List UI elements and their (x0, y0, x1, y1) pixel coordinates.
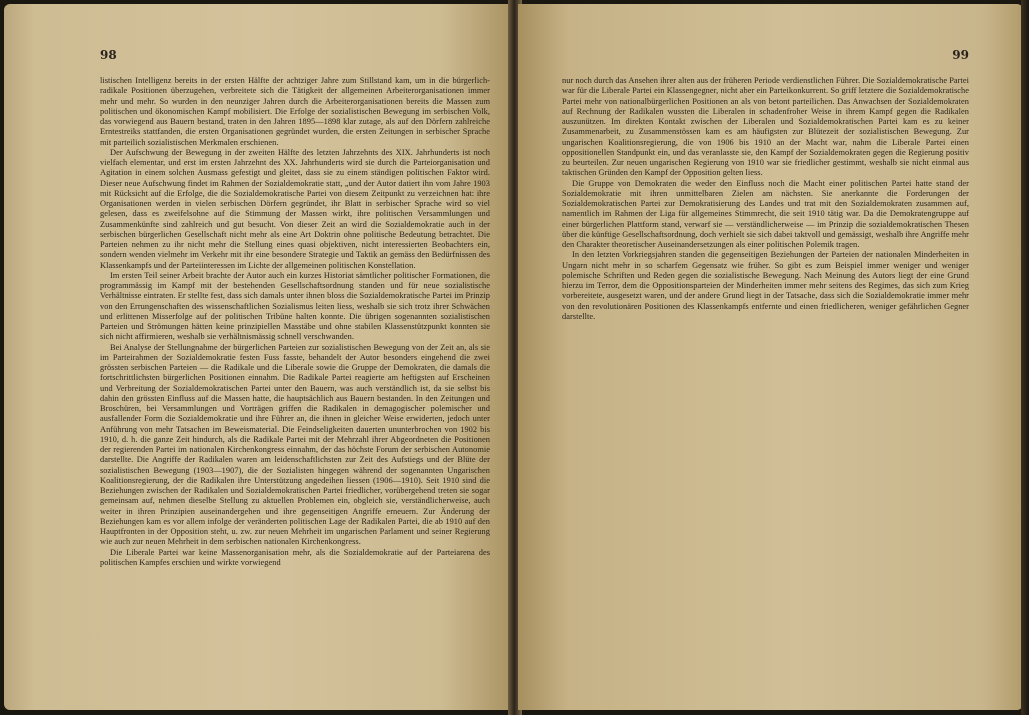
paragraph: Im ersten Teil seiner Arbeit brachte der Autor auch ein kurzes Historiat sämtlicher politischer Formationen, die programmässig im Kampf mit der bestehenden Gesellschaftsordnung standen und für neue sozialistische Verhältnisse eintraten. Er stellte fest, dass sich damals unter ihnen bloss die Sozialdemokratische Partei im Prinzip von den Errungenschaften des wissenschaftlichen Sozialismus leiten liess, weshalb sie sich trotz ihrer Schwächen und erlittenen Misserfolge auf der politischen Tribüne halten konnte. Die übrigen sogenannten sozialistischen Parteien und Strömungen hätten keine prinzipiellen Masstäbe und ohne stabilen Klassenstützpunkt konnten sie sich nicht affirmieren, weshalb sie verhältnismässig schnell verschwanden. (100, 270, 490, 342)
paragraph: nur noch durch das Ansehen ihrer alten aus der früheren Periode verdienstlichen Führer. Die Sozialdemokratische Partei war für die Liberale Partei ein Klassengegner, nicht aber ein Parteikonkurrent. So griff letztere die Sozialdemokratische Partei mehr von nationalbürgerlichen Positionen an als von betont parteilichen. Das Anwachsen der Sozialdemokraten auf Rechnung der Radikalen wussten die Liberalen in schadenfroher Weise in ihrem Kampf gegen die Radikalen auszunützen. Im direkten Kontakt zwischen der Liberalen und Sozialdemokratischen Partei kam es zu keiner Zusammenarbeit, zu Zusammenstössen kam es am häufigsten zur Blütezeit der sozialistischen Bewegung. Zur ungarischen Koalitionsregierung, die von 1906 bis 1910 an der Macht war, nahm die Liberale Partei einen oppositionellen Standpunkt ein, und das veranlasste sie, den Kampf der Sozialdemokraten gegen die Regierung positiv zu beurteilen. Zur neuen ungarischen Regierung von 1910 war sie friedlicher gestimmt, weshalb sie nicht einmal aus taktischen Gründen den Kampf der Opposition gelten liess. (562, 76, 969, 178)
paragraph: Die Liberale Partei war keine Massenorganisation mehr, als die Sozialdemokratie auf der Parteiarena des politischen Kampfes erschien und wirkte vorwiegend (100, 547, 490, 567)
right-page-text (562, 76, 969, 322)
book-edge (1021, 0, 1029, 715)
paragraph: Der Aufschwung der Bewegung in der zweiten Hälfte des letzten Jahrzehnts des XIX. Jahrhunderts ist noch vielfach elementar, und erst im ersten Jahrzehnt des XX. Jahrhunderts wird sie durch die Parteiorganisation und Agitation in einem solchen Ausmass gefestigt und gleitet, dass sie zu einem ständigen politischen Faktor wird. Dieser neue Aufschwung findet im Rahmen der Sozialdemokratie statt, „und der Autor datiert ihn vom Jahre 1903 mit Rücksicht auf die Erfolge, die die Sozialdemokratische Partei von diesem Zeitpunkt zu verzeichnen hat: ihre Organisationen werden in vielen serbischen Dörfern gegründet, ihr Blatt in serbischer Sprache wird so viel gelesen, dass es zweifelsohne auf die Stimmung der Massen wirkt, ihre politischen Versammlungen und Zusammenkünfte sind zahlreich und gut besucht. Von dieser Zeit an wird die Sozialdemokratie auch in der serbischen bürgerlichen Gesellschaft nicht mehr als eine Art Doktrin ohne politische Bedeutung betrachtet. Die Parteien nehmen zu ihr nicht mehr die Stellung eines quasi objektiven, nicht interessierten Beobachters ein, sondern wenden vielmehr im Verkehr mit ihr eine besondere Strategie und Taktik an gemäss den Bedürfnissen des Klassenkampfs und der Parteiinteressen im Lichte der allgemeinen politischen Konstellation. (100, 147, 490, 270)
paragraph: In den letzten Vorkriegsjahren standen die gegenseitigen Beziehungen der Parteien der nationalen Minderheiten in Ungarn nicht mehr in so scharfem Gegensatz wie früher. So gibt es zum Beispiel immer weniger und weniger polemische Schriften und Reden gegen die sozialistische Bewegung. Nach Meinung des Autors liegt der eine Grund hierzu im Terror, dem die Oppositionsparteien der Minderheiten immer mehr seitens des Regimes, das sich zum Krieg vorbereitete, ausgesetzt waren, und der andere Grund liegt in der Tatsache, dass sich die Sozialdemokratie immer mehr von den revolutionären Positionen des Klassenkampfs entfernte und einen friedlicheren, weniger gefährlichen Gegner darstellte. (562, 250, 969, 321)
paragraph: listischen Intelligenz bereits in der ersten Hälfte der achtziger Jahre zum Stillstand kam, um in die bürgerlich-radikale Positionen überzugehen, verbreitete sich die Tätigkeit der allgemeinen Arbeiterorganisationen immer mehr und mehr. So wurden in den neunziger Jahren durch die Arbeiterorganisationen bereits die Massen zum politischen und ökonomischen Kampf mobilisiert. Die Erfolge der sozialistischen Bewegung im serbischen Volk, das vorwiegend aus Bauern bestand, traten in den Jahren 1895—1898 klar zutage, als auf den Dörfern zahlreiche Erntestreiks stattfanden, die ersten Organisationen gegründet wurden, die ersten Zeitungen in serbischer Sprache mit parteilich sozialistischen Merkmalen erschienen. (100, 76, 490, 147)
left-page (4, 4, 512, 710)
page-number-left: 98 (100, 48, 117, 62)
paragraph: Bei Analyse der Stellungnahme der bürgerlichen Parteien zur sozialistischen Bewegung von der Zeit an, als sie im Parteirahmen der Sozialdemokratie festen Fuss fasste, behandelt der Autor besonders eingehend die zwei grössten serbischen Parteien — die Radikale und die Liberale sowie die Gruppe der Demokraten, die damals die fortschrittlichsten bürgerlichen Positionen einnahm. Die Radikale Partei reagierte am heftigsten auf Erscheinen und Verbreitung der Sozialdemokratischen Partei unter den Bauern, was auch verständlich ist, da sie selbst bis dahin den grössten Einfluss auf die Massen hatte, die hauptsächlich aus Bauern bestanden. In den Zeitungen und Broschüren, bei Versammlungen und Vorträgen griffen die Radikalen in demagogischer polemischer und ausfallender Form die Sozialdemokratie und ihre Führer an, die ihnen in gleicher Weise erwiderten, jedoch unter Anführung von mehr Tatsachen im Beweismaterial. Die Feindseligkeiten dauerten ununterbrochen von 1902 bis 1910, d. h. die ganze Zeit hindurch, als die Radikale Partei mit der Mehrzahl ihrer Abgeordneten die Positionen der regierenden Partei im nationalen Kirchenkongress einnahm, der das höchste Forum der serbischen Autonomie darstellte. Die Angriffe der Radikalen waren am leidenschaftlichsten zur Zeit des Aufstiegs und der Blüte der sozialistischen Bewegung (1903—1907), die der Sozialisten hingegen während der sogenannten Ungarischen Koalitionsregierung, der die Radikalen ihre Unterstützung angedeihen liessen (1906—1910). Seit 1910 sind die Beziehungen zwischen der Radikalen und Sozialdemokratischen Partei friedlicher, vorübergehend treten sie sogar gemeinsam auf, nehmen dieselbe Stellung zu aktuellen Problemen ein, obgleich sie, verständlicherweise, auch weiter in ihren Prinzipien auseinandergehen und ihre gegenseitigen Angriffe erneuern. Zur Änderung der Beziehungen kam es vor allem infolge der veränderten politischen Lage der Radikalen Partei, die ab 1910 auf den Hauptfronten in der Opposition steht, u. zw. zur neuen Mehrheit im ungarischen Parlament und seiner Regierung wie auch zur neuen Mehrheit in dem serbischen nationalen Kirchenkongress. (100, 342, 490, 547)
paragraph: Die Gruppe von Demokraten die weder den Einfluss noch die Macht einer politischen Partei hatte stand der Sozialdemokratie mit ihren unmittelbaren Zielen am nächsten. Sie anerkannte die Forderungen der Sozialdemokratischen Partei zur Demokratisierung des Landes und trat mit den Sozialdemokraten zusammen auf, namentlich im Rahmen der Liga für allgemeines Stimmrecht, die seit 1910 tätig war. Da die Demokratengruppe auf einer bürgerlichen Plattform stand, verwarf sie — verständlicherweise — im Prinzip die sozialdemokratischen Thesen über die künftige Gesellschaftsordnung, doch verhielt sie sich dabei taktvoll und gemässigt, weshalb ihre Angriffe mehr den Charakter theoretischer Auseinandersetzungen als einer politischen Polemik tragen. (562, 178, 969, 249)
right-page (518, 4, 1023, 710)
page-number-right: 99 (952, 48, 969, 62)
left-page-text (100, 76, 490, 568)
